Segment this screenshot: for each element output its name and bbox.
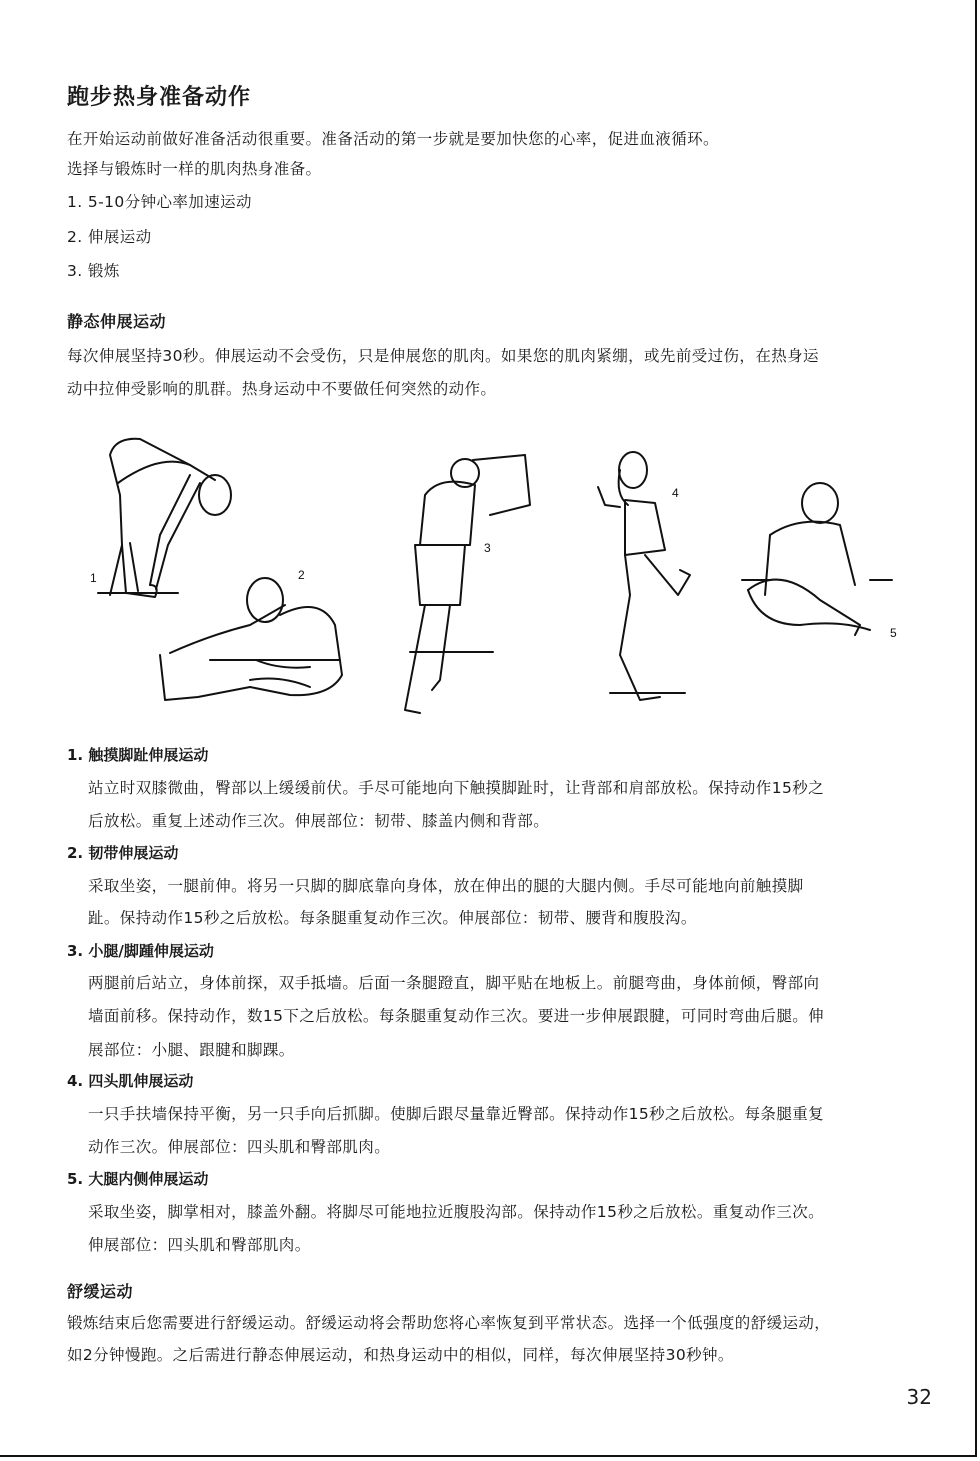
exercise-title: 2. 韧带伸展运动 xyxy=(67,844,179,862)
figure-1-label: 1 xyxy=(90,571,97,585)
step-item: 1. 5-10分钟心率加速运动 xyxy=(67,193,252,211)
page-number: 32 xyxy=(906,1385,932,1409)
page-title: 跑步热身准备动作 xyxy=(67,85,252,110)
exercise-title: 3. 小腿/脚踵伸展运动 xyxy=(67,942,214,960)
intro-line: 选择与锻炼时一样的肌肉热身准备。 xyxy=(67,160,322,178)
cooldown-line: 锻炼结束后您需要进行舒缓运动。舒缓运动将会帮助您将心率恢复到平常状态。选择一个低强度的舒缓运动， xyxy=(67,1314,831,1332)
exercise-text: 墙面前移。保持动作，数15下之后放松。每条腿重复动作三次。要进一步伸展跟腱，可同时弯曲后腿。伸 xyxy=(88,1007,825,1025)
figure-3-label: 3 xyxy=(484,541,491,555)
exercise-text: 采取坐姿，脚掌相对，膝盖外翻。将脚尽可能地拉近腹股沟部。保持动作15秒之后放松。重复动作三次。 xyxy=(88,1203,825,1221)
exercise-text: 后放松。重复上述动作三次。伸展部位：韧带、膝盖内侧和背部。 xyxy=(88,812,550,830)
static-stretch-line: 每次伸展坚持30秒。伸展运动不会受伤，只是伸展您的肌肉。如果您的肌肉紧绷，或先前受过伤，在热身运 xyxy=(67,347,819,365)
step-item: 3. 锻炼 xyxy=(67,262,120,280)
step-item: 2. 伸展运动 xyxy=(67,228,152,246)
figure-5-label: 5 xyxy=(890,626,897,640)
static-stretch-line: 动中拉伸受影响的肌群。热身运动中不要做任何突然的动作。 xyxy=(67,380,497,398)
exercise-title: 1. 触摸脚趾伸展运动 xyxy=(67,746,209,764)
figure-calf-stretch xyxy=(405,455,530,713)
exercise-text: 展部位：小腿、跟腱和脚踝。 xyxy=(88,1041,295,1059)
exercise-text: 站立时双膝微曲，臀部以上缓缓前伏。手尽可能地向下触摸脚趾时，让背部和肩部放松。保持动作15秒之 xyxy=(88,779,825,797)
exercise-title: 5. 大腿内侧伸展运动 xyxy=(67,1170,209,1188)
static-stretch-heading: 静态伸展运动 xyxy=(67,312,167,331)
figure-inner-thigh xyxy=(742,483,892,635)
figure-4-label: 4 xyxy=(672,486,679,500)
exercise-text: 趾。保持动作15秒之后放松。每条腿重复动作三次。伸展部位：韧带、腰背和腹股沟。 xyxy=(88,909,697,927)
stretch-illustrations xyxy=(80,425,910,725)
figure-toe-touch xyxy=(98,439,231,597)
figure-hamstring xyxy=(160,578,342,700)
exercise-text: 两腿前后站立，身体前探，双手抵墙。后面一条腿蹬直，脚平贴在地板上。前腿弯曲，身体前倾，臀部向 xyxy=(88,974,820,992)
figure-2-label: 2 xyxy=(298,568,305,582)
exercise-text: 动作三次。伸展部位：四头肌和臀部肌肉。 xyxy=(88,1138,391,1156)
exercise-text: 采取坐姿，一腿前伸。将另一只脚的脚底靠向身体，放在伸出的腿的大腿内侧。手尽可能地向前触摸脚 xyxy=(88,877,804,895)
exercise-text: 一只手扶墙保持平衡，另一只手向后抓脚。使脚后跟尽量靠近臀部。保持动作15秒之后放松。每条腿重复 xyxy=(88,1105,825,1123)
cooldown-heading: 舒缓运动 xyxy=(67,1282,134,1301)
cooldown-line: 如2分钟慢跑。之后需进行静态伸展运动，和热身运动中的相似，同样，每次伸展坚持30秒钟。 xyxy=(67,1346,734,1364)
intro-line: 在开始运动前做好准备活动很重要。准备活动的第一步就是要加快您的心率，促进血液循环。 xyxy=(67,130,719,148)
exercise-title: 4. 四头肌伸展运动 xyxy=(67,1072,194,1090)
exercise-text: 伸展部位：四头肌和臀部肌肉。 xyxy=(88,1236,311,1254)
